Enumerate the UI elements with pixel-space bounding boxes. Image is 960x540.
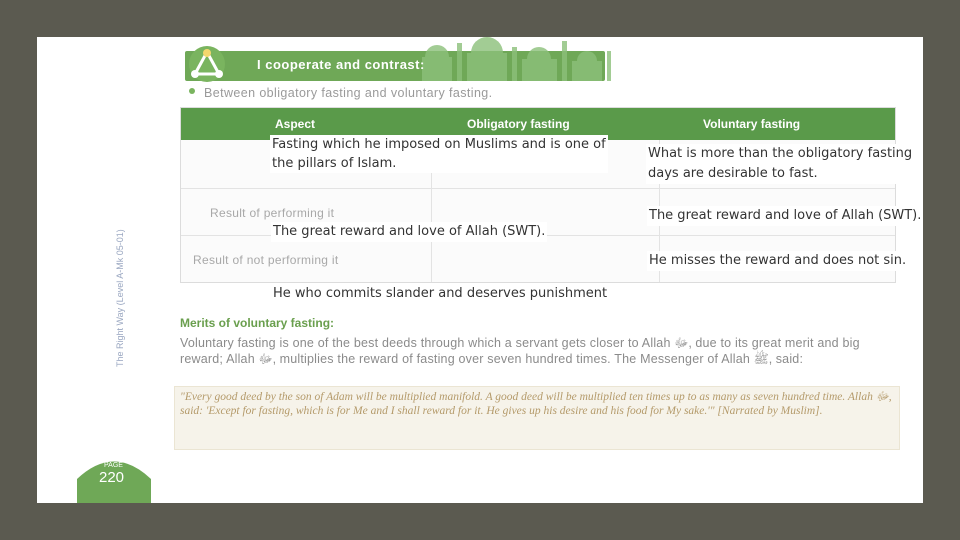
overlay-voluntary-definition (646, 144, 914, 184)
merits-paragraph: Voluntary fasting is one of the best deeds through which a servant gets closer to Allah ﷻ, due to its great merit and big reward; Allah ﷻ, multiplies the reward of fasting over seven hundred times. The Messenger of Allah ﷺ, said: (180, 336, 860, 366)
row-label-perform: Result of performing it (210, 206, 335, 220)
header-obligatory: Obligatory fasting (467, 117, 570, 131)
overlay-voluntary-perform: The great reward and love of Allah (SWT). (647, 206, 923, 226)
overlay-obligatory-not-perform: He who commits slander and deserves punishment (271, 284, 609, 304)
header-aspect: Aspect (275, 117, 316, 131)
section-title: I cooperate and contrast: (257, 57, 425, 72)
row-divider (181, 188, 895, 189)
cooperate-logo-icon (181, 44, 255, 84)
page-label: PAGE (104, 462, 123, 469)
page-number: 220 (99, 469, 125, 486)
merits-title: Merits of voluntary fasting: (180, 316, 335, 330)
hadith-quote: "Every good deed by the son of Adam will be multiplied manifold. A good deed will be multiplied ten times up to as many as seven hundred time. Allah ﷻ, said: 'Except for fasting, which is for Me and I shall reward for it. He gives up his desire and his food for My sake.'" [Narrated by Muslim]. (180, 391, 892, 417)
subheading: Between obligatory fasting and voluntary fasting. (204, 86, 493, 100)
mosque-skyline-icon (412, 37, 642, 81)
overlay-obligatory-definition-line2: the pillars of Islam. (272, 156, 397, 171)
overlay-obligatory-definition (270, 135, 608, 173)
overlay-voluntary-definition-line1: What is more than the obligatory fasting (648, 146, 913, 161)
overlay-voluntary-not-perform: He misses the reward and does not sin. (647, 251, 908, 271)
header-voluntary: Voluntary fasting (703, 117, 801, 131)
bullet-icon (189, 88, 195, 94)
overlay-obligatory-definition-line1: Fasting which he imposed on Muslims and is one of (272, 137, 606, 152)
sidebar-book-title: The Right Way (Level A-Mk 05-01) (115, 229, 125, 367)
overlay-obligatory-perform: The great reward and love of Allah (SWT). (271, 222, 547, 242)
overlay-voluntary-definition-line2: days are desirable to fast. (648, 166, 818, 181)
row-label-not-perform: Result of not performing it (193, 253, 339, 267)
